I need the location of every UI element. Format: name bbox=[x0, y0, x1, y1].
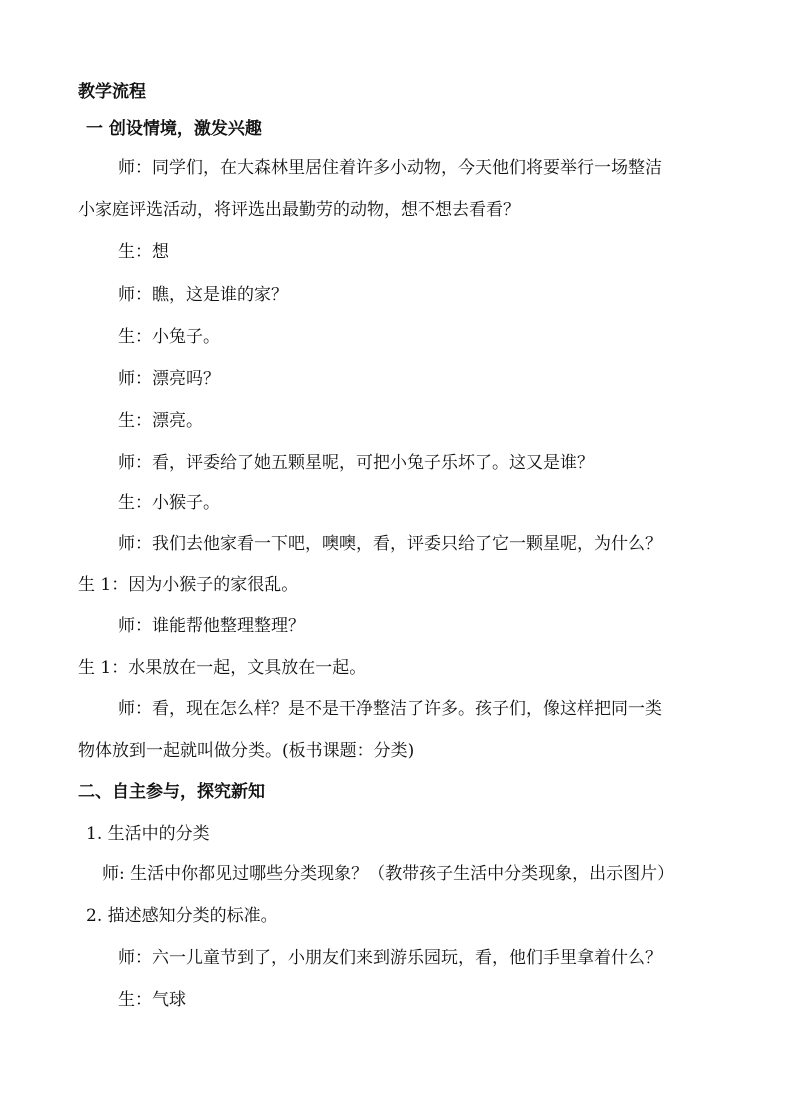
dialogue-line: 师：我们去他家看一下吧，噢噢，看，评委只给了它一颗星呢，为什么？ bbox=[118, 534, 662, 554]
dialogue-line: 生：漂亮。 bbox=[118, 411, 203, 431]
list-item: 2. 描述感知分类的标准。 bbox=[86, 906, 278, 926]
dialogue-line: 生 1：因为小猴子的家很乱。 bbox=[78, 575, 299, 595]
paragraph-line: 小家庭评选活动，将评选出最勤劳的动物，想不想去看看？ bbox=[78, 200, 520, 220]
dialogue-line: 师：看，评委给了她五颗星呢，可把小兔子乐坏了。这又是谁？ bbox=[118, 453, 594, 473]
paragraph-line: 师：看，现在怎么样？是不是干净整洁了许多。孩子们，像这样把同一类 bbox=[118, 699, 662, 719]
dialogue-line: 师：漂亮吗？ bbox=[118, 369, 220, 389]
dialogue-line: 生：气球 bbox=[118, 990, 186, 1010]
dialogue-line: 师：六一儿童节到了，小朋友们来到游乐园玩，看，他们手里拿着什么？ bbox=[118, 948, 662, 968]
dialogue-line: 师: 生活中你都见过哪些分类现象？（教带孩子生活中分类现象，出示图片） bbox=[102, 864, 675, 884]
section-1-heading: 一 创设情境，激发兴趣 bbox=[86, 119, 262, 139]
dialogue-line: 师：谁能帮他整理整理？ bbox=[118, 616, 305, 636]
paragraph-line: 物体放到一起就叫做分类。(板书课题：分类) bbox=[78, 741, 415, 761]
document-title: 教学流程 bbox=[78, 82, 146, 102]
dialogue-line: 师：瞧，这是谁的家？ bbox=[118, 285, 288, 305]
list-item: 1. 生活中的分类 bbox=[86, 824, 210, 844]
paragraph-line: 师：同学们，在大森林里居住着许多小动物，今天他们将要举行一场整洁 bbox=[118, 158, 662, 178]
dialogue-line: 生：小猴子。 bbox=[118, 493, 220, 513]
dialogue-line: 生 1：水果放在一起，文具放在一起。 bbox=[78, 658, 367, 678]
dialogue-line: 生：想 bbox=[118, 242, 169, 262]
section-2-heading: 二、自主参与，探究新知 bbox=[78, 782, 265, 802]
dialogue-line: 生：小兔子。 bbox=[118, 327, 220, 347]
